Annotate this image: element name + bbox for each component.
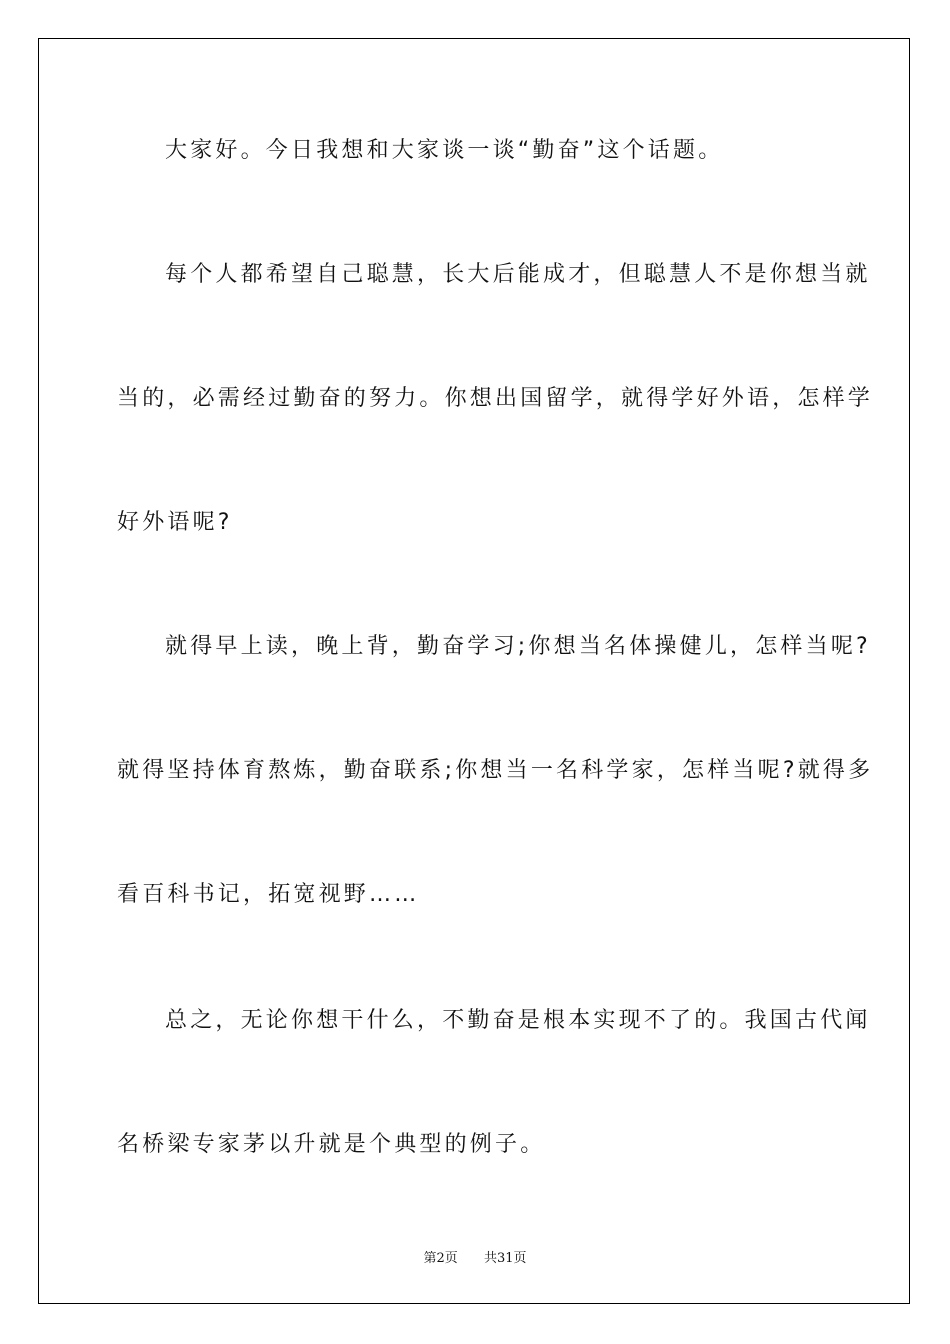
paragraph-line-8: 总之，无论你想干什么，不勤奋是根本实现不了的。我国古代闻 [165, 1008, 871, 1033]
paragraph-line-1: 大家好。今日我想和大家谈一谈“勤奋”这个话题。 [165, 138, 724, 163]
paragraph-line-6: 就得坚持体育熬炼，勤奋联系;你想当一名科学家，怎样当呢?就得多 [117, 758, 874, 783]
paragraph-line-9: 名桥梁专家茅以升就是个典型的例子。 [117, 1132, 546, 1157]
page-number: 第2页 [423, 1251, 458, 1266]
page-border [38, 38, 910, 1304]
paragraph-line-7: 看百科书记，拓宽视野…… [117, 882, 420, 907]
page-footer [0, 1247, 950, 1266]
paragraph-line-3: 当的，必需经过勤奋的努力。你想出国留学，就得学好外语，怎样学 [117, 386, 874, 411]
paragraph-line-2: 每个人都希望自己聪慧，长大后能成才，但聪慧人不是你想当就 [165, 262, 871, 287]
page-total: 共31页 [484, 1251, 527, 1266]
paragraph-line-5: 就得早上读，晚上背，勤奋学习;你想当名体操健儿，怎样当呢? [165, 634, 871, 659]
paragraph-line-4: 好外语呢? [117, 510, 233, 535]
